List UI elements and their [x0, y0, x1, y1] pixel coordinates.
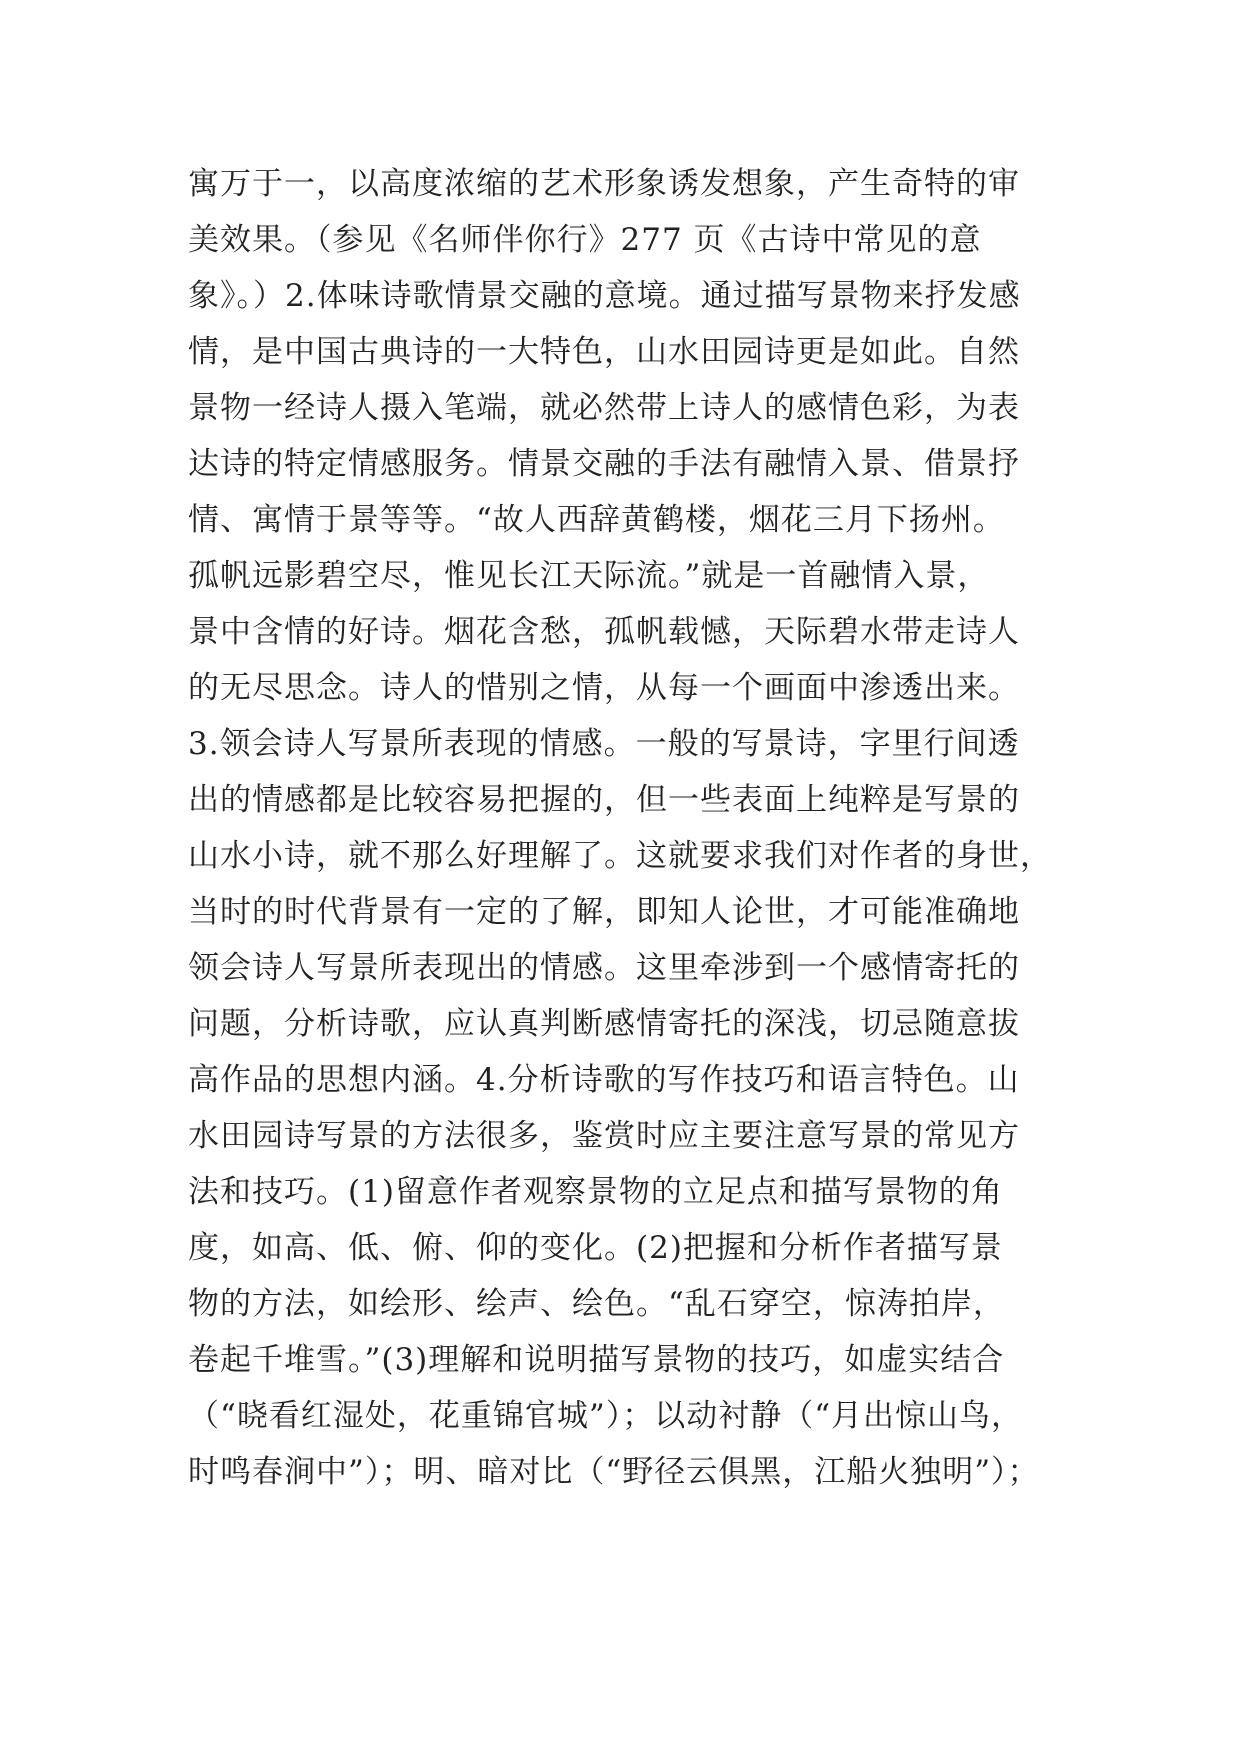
text-line: 出的情感都是比较容易把握的，但一些表面上纯粹是写景的: [188, 782, 1020, 818]
text-line: 水田园诗写景的方法很多，鉴赏时应主要注意写景的常见方: [188, 1118, 1020, 1154]
text-line: 卷起千堆雪。”(3)理解和说明描写景物的技巧，如虚实结合: [188, 1342, 1005, 1378]
text-line: 3.领会诗人写景所表现的情感。一般的写景诗，字里行间透: [188, 726, 1020, 762]
text-line: 寓万于一，以高度浓缩的艺术形象诱发想象，产生奇特的审: [188, 166, 1020, 202]
body-text: [188, 156, 1068, 1500]
text-line: 的无尽思念。诗人的惜别之情，从每一个画面中渗透出来。: [188, 670, 1020, 706]
text-line: 情，是中国古典诗的一大特色，山水田园诗更是如此。自然: [188, 334, 1020, 370]
text-line: 当时的时代背景有一定的了解，即知人论世，才可能准确地: [188, 894, 1020, 930]
text-line: （“晓看红湿处，花重锦官城”）；以动衬静（“月出惊山鸟，: [188, 1398, 1024, 1434]
text-line: 法和技巧。(1)留意作者观察景物的立足点和描写景物的角: [188, 1174, 1003, 1210]
text-line: 高作品的思想内涵。4.分析诗歌的写作技巧和语言特色。山: [188, 1062, 1020, 1098]
text-line: 时鸣春涧中”）；明、暗对比（“野径云俱黑，江船火独明”）；: [188, 1454, 1040, 1490]
text-line: 景物一经诗人摄入笔端，就必然带上诗人的感情色彩，为表: [188, 390, 1020, 426]
text-line: 度，如高、低、俯、仰的变化。(2)把握和分析作者描写景: [188, 1230, 1003, 1266]
text-line: 问题，分析诗歌，应认真判断感情寄托的深浅，切忌随意拔: [188, 1006, 1020, 1042]
text-line: 领会诗人写景所表现出的情感。这里牵涉到一个感情寄托的: [188, 950, 1020, 986]
text-line: 景中含情的好诗。烟花含愁，孤帆载憾，天际碧水带走诗人: [188, 614, 1020, 650]
text-line: 孤帆远影碧空尽，惟见长江天际流。”就是一首融情入景，: [188, 558, 990, 594]
text-line: 达诗的特定情感服务。情景交融的手法有融情入景、借景抒: [188, 446, 1020, 482]
text-line: 象》。）2.体味诗歌情景交融的意境。通过描写景物来抒发感: [188, 278, 1021, 314]
text-line: 美效果。（参见《名师伴你行》277 页《古诗中常见的意: [188, 222, 982, 258]
text-line: 情、寓情于景等等。“故人西辞黄鹤楼，烟花三月下扬州。: [188, 502, 1005, 538]
text-line: 物的方法，如绘形、绘声、绘色。“乱石穿空，惊涛拍岸，: [188, 1286, 1005, 1322]
text-line: 山水小诗，就不那么好理解了。这就要求我们对作者的身世，: [188, 838, 1052, 874]
